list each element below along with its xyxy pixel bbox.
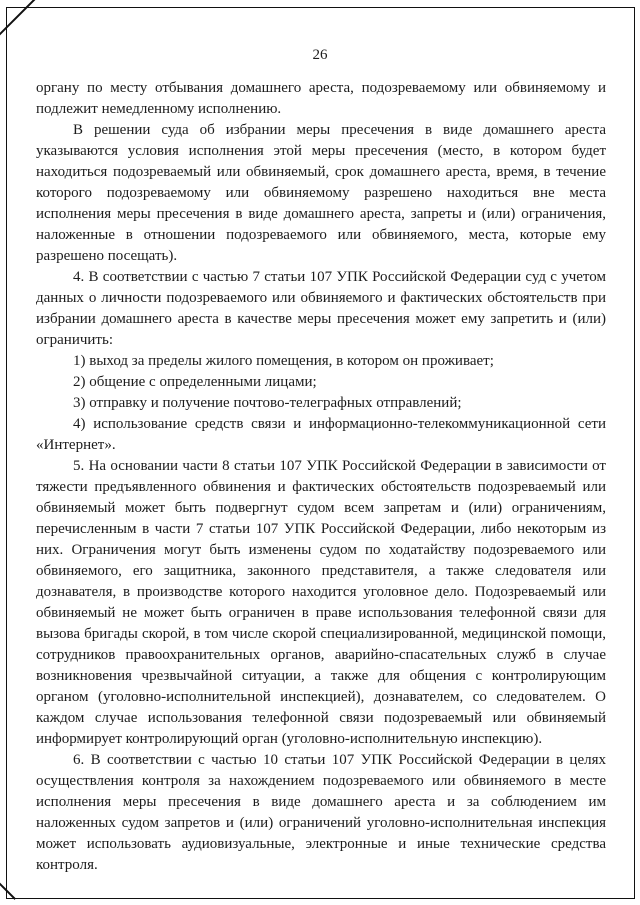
paragraph: органу по месту отбывания домашнего ареста, подозреваемому или обвиняемому и подлежит немедленному исполнению. — [36, 80, 606, 117]
paragraph: 4. В соответствии с частью 7 статьи 107 УПК Российской Федерации суд с учетом данных о личности подозреваемого или обвиняемого и фактических обстоятельств при избрании домашнего ареста в качестве меры пресечения может ему запретить и (или) ограничить: — [36, 269, 606, 348]
document-body — [36, 78, 606, 876]
list-item: 2) общение с определенными лицами; — [73, 374, 317, 390]
scan-corner-mark-top-left — [0, 0, 36, 36]
list-item: 1) выход за пределы жилого помещения, в котором он проживает; — [73, 353, 494, 369]
paragraph: 5. На основании части 8 статьи 107 УПК Российской Федерации в зависимости от тяжести предъявленного обвинения и фактических обстоятельств подозреваемый или обвиняемый может быть подвергнут судом всем запретам и (или) ограничениям, перечисленным в части 7 статьи 107 УПК Российской Федерации, либо некоторым из них. Ограничения могут быть изменены судом по ходатайству подозреваемого или обвиняемого, его защитника, законного представителя, а также следователя или дознавателя, в производстве которого находится уголовное дело. Подозреваемый или обвиняемый не может быть ограничен в праве использования телефонной связи для вызова бригады скорой, в том числе скорой специализированной, медицинской помощи, сотрудников правоохранительных органов, аварийно-спасательных служб в случае возникновения чрезвычайной ситуации, а также для общения с контролирующим органом (уголовно-исполнительной инспекцией), дознавателем, со следователем. О каждом случае использования телефонной связи подозреваемый или обвиняемый информирует контролирующий орган (уголовно-исполнительную инспекцию). — [36, 458, 606, 747]
list-item: 4) использование средств связи и информационно-телекоммуникационной сети «Интернет». — [36, 416, 606, 453]
scan-corner-mark-bottom-left — [0, 880, 16, 900]
list-item: 3) отправку и получение почтово-телеграфных отправлений; — [73, 395, 462, 411]
paragraph: 6. В соответствии с частью 10 статьи 107 УПК Российской Федерации в целях осуществления контроля за нахождением подозреваемого или обвиняемого в месте исполнения меры пресечения в виде домашнего ареста и за соблюдением им наложенных судом запретов и (или) ограничений уголовно-исполнительная инспекция может использовать аудиовизуальные, электронные и иные технические средства контроля. — [36, 752, 606, 873]
page-number: 26 — [312, 47, 328, 63]
paragraph: В решении суда об избрании меры пресечения в виде домашнего ареста указываются условия исполнения этой меры пресечения (место, в котором будет находиться подозреваемый или обвиняемый, срок домашнего ареста, время, в течение которого подозреваемому или обвиняемому разрешено находиться вне места исполнения меры пресечения в виде домашнего ареста, запреты и (или) ограничения, наложенные в отношении подозреваемого или обвиняемого, места, которые ему разрешено посещать). — [36, 122, 606, 264]
